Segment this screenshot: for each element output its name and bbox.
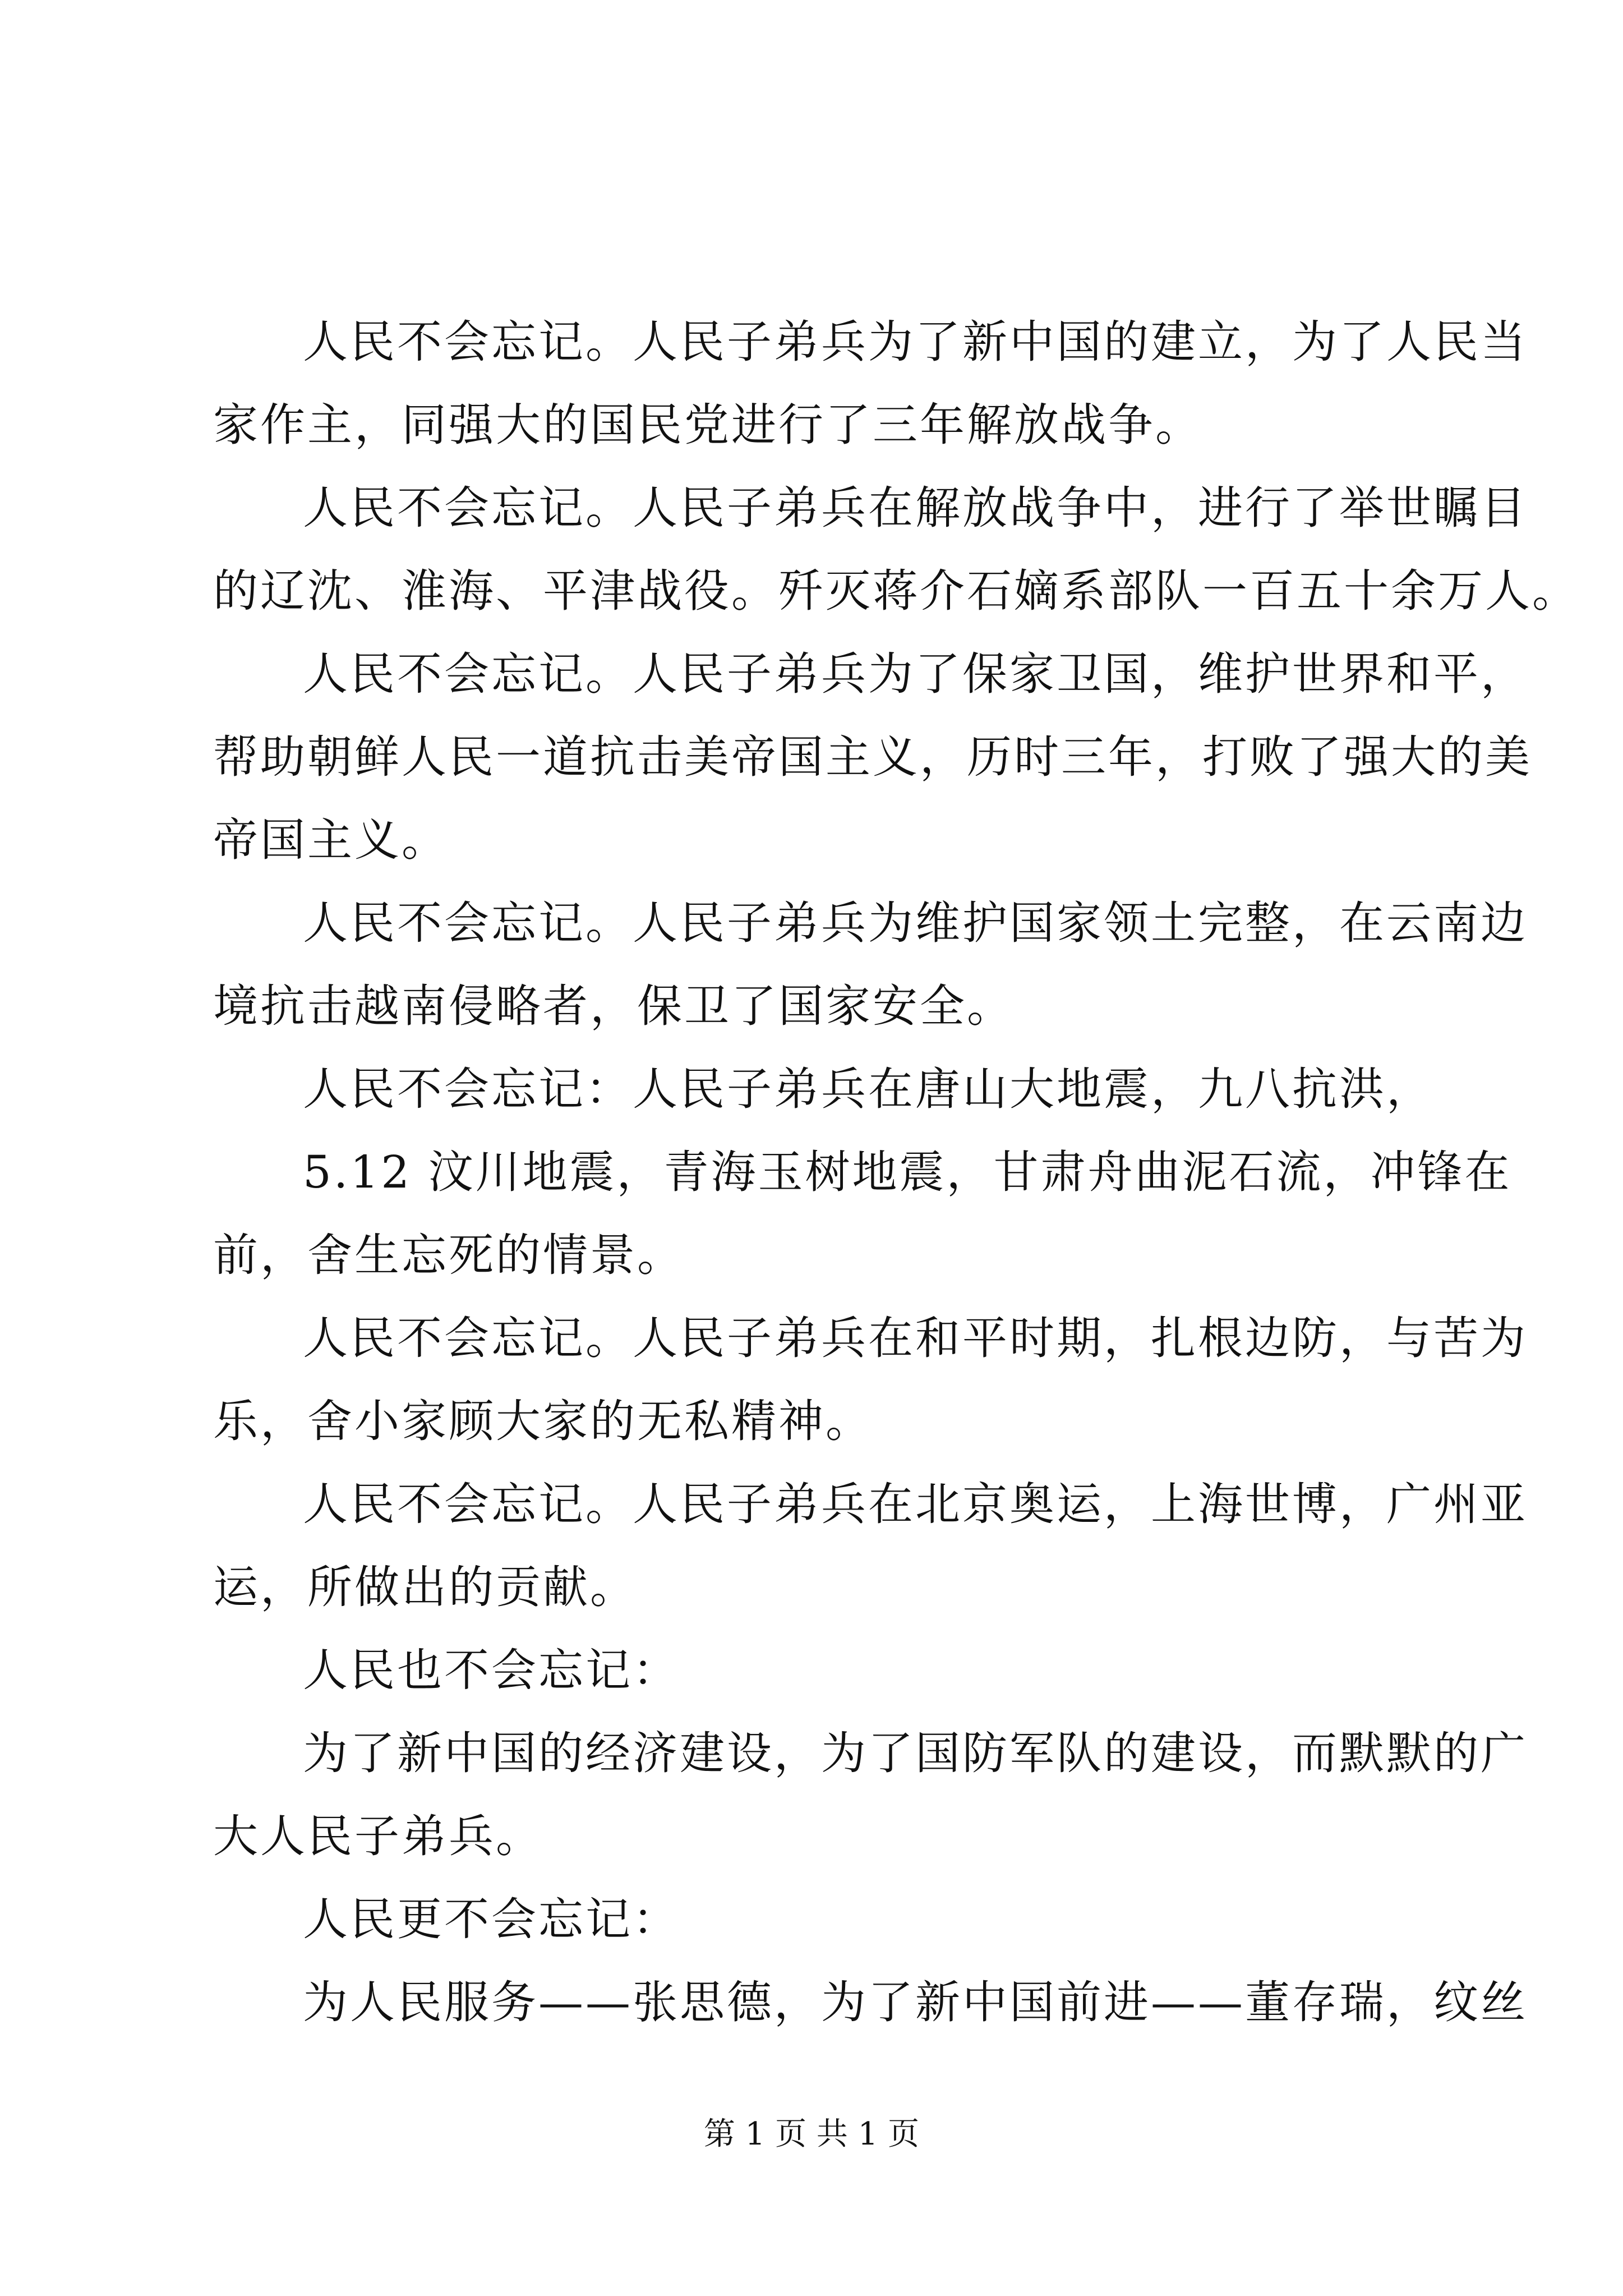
paragraph-line: 为人民服务——张思德，为了新中国前进——董存瑞，纹丝 [303, 1976, 1528, 2028]
paragraph-line: 帝国主义。 [213, 814, 449, 866]
paragraph-line: 前，舍生忘死的情景。 [213, 1229, 684, 1281]
paragraph-line: 人民不会忘记。人民子弟兵在北京奥运，上海世博，广州亚 [303, 1478, 1528, 1530]
paragraph-line: 乐，舍小家顾大家的无私精神。 [213, 1395, 873, 1447]
paragraph-line: 的辽沈、淮海、平津战役。歼灭蒋介石嫡系部队一百五十余万人。 [213, 565, 1579, 617]
paragraph-line: 境抗击越南侵略者，保卫了国家安全。 [213, 980, 1014, 1032]
paragraph-line: 人民也不会忘记： [303, 1644, 680, 1696]
paragraph-line: 帮助朝鲜人民一道抗击美帝国主义，历时三年，打败了强大的美 [213, 731, 1532, 783]
paragraph-line: 人民不会忘记。人民子弟兵在解放战争中，进行了举世瞩目 [303, 482, 1528, 534]
paragraph-line: 5.12 汶川地震，青海玉树地震，甘肃舟曲泥石流，冲锋在 [303, 1146, 1512, 1198]
paragraph-line: 人民不会忘记。人民子弟兵为维护国家领土完整，在云南边 [303, 897, 1528, 949]
paragraph-line: 人民更不会忘记： [303, 1893, 680, 1945]
paragraph-line: 人民不会忘记。人民子弟兵在和平时期，扎根边防，与苦为 [303, 1312, 1528, 1364]
paragraph-line: 人民不会忘记：人民子弟兵在唐山大地震，九八抗洪， [303, 1063, 1433, 1115]
page-number-footer: 第 1 页 共 1 页 [703, 2116, 920, 2152]
paragraph-line: 运，所做出的贡献。 [213, 1561, 637, 1613]
paragraph-line: 为了新中国的经济建设，为了国防军队的建设，而默默的广 [303, 1727, 1528, 1779]
paragraph-line: 家作主，同强大的国民党进行了三年解放战争。 [213, 399, 1202, 451]
paragraph-line: 大人民子弟兵。 [213, 1810, 543, 1862]
paragraph-line: 人民不会忘记。人民子弟兵为了保家卫国，维护世界和平， [303, 648, 1528, 700]
paragraph-line: 人民不会忘记。人民子弟兵为了新中国的建立，为了人民当 [303, 316, 1528, 368]
